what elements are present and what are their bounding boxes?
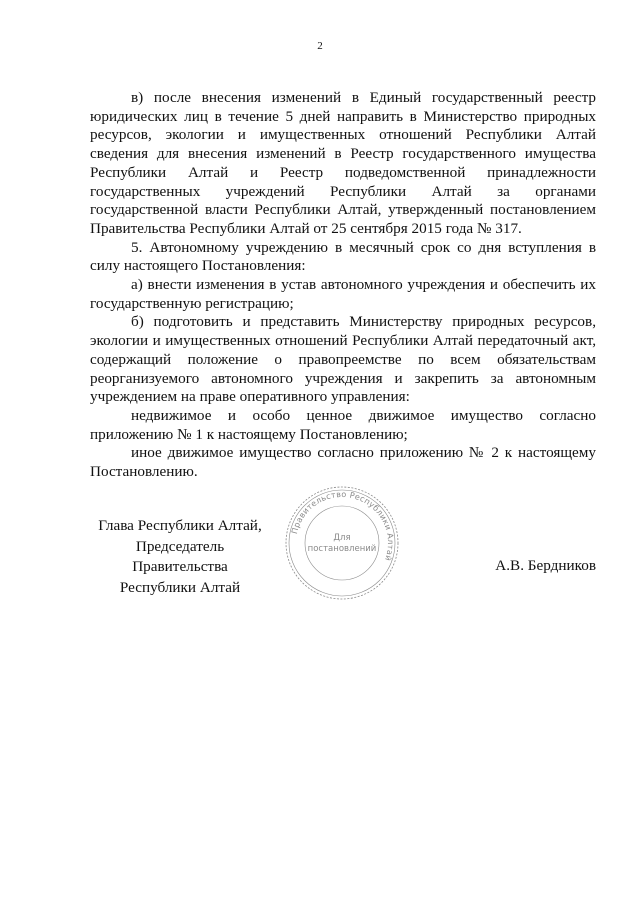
paragraph-b: б) подготовить и представить Министерству природных ресурсов, экологии и имущественных отношений Республики Алтай передаточный акт, содержащий положение о правопреемстве по всем обязательствам реорганизуемого автономного учреждения и закрепить за автономным учреждением на праве оперативного управления: xyxy=(90,313,596,406)
paragraph-property-2: иное движимое имущество согласно приложению № 2 к настоящему Постановлению. xyxy=(90,444,596,481)
stamp-inner-line-1: Для xyxy=(333,533,351,543)
paragraph-a: а) внести изменения в устав автономного учреждения и обеспечить их государственную регистрацию; xyxy=(90,276,596,312)
official-stamp xyxy=(283,484,401,602)
signatory-name: А.В. Бердников xyxy=(495,557,596,574)
stamp-inner-line-2: постановлений xyxy=(307,544,377,554)
paragraph-v: в) после внесения изменений в Единый государственный реестр юридических лиц в течение 5 дней направить в Министерство природных ресурсов, экологии и имущественных отношений Республики Алтай сведения для внесения изменений в Реестр государственного имущества Республики Алтай и Реестр подведомственной принадлежности государственных учреждений Республики Алтай за органами государственной власти Республики Алтай, утвержденный постановлением Правительства Республики Алтай от 25 сентября 2015 года № 317. xyxy=(90,89,596,237)
paragraph-5: 5. Автономному учреждению в месячный срок со дня вступления в силу настоящего Постановления: xyxy=(90,238,596,275)
stamp-outer-text: Правительство Республики Алтай xyxy=(289,489,396,563)
signatory-title-line-3: Республики Алтай xyxy=(119,578,241,596)
document-body xyxy=(90,89,596,482)
signatory-title-line-2: Председатель Правительства xyxy=(132,537,228,575)
signatory-title-line-1: Глава Республики Алтай, xyxy=(98,517,262,534)
page-number: 2 xyxy=(317,40,323,52)
paragraph-property-1: недвижимое и особо ценное движимое имущество согласно приложению № 1 к настоящему Постановлению; xyxy=(90,406,596,443)
signatory-title xyxy=(90,516,270,598)
